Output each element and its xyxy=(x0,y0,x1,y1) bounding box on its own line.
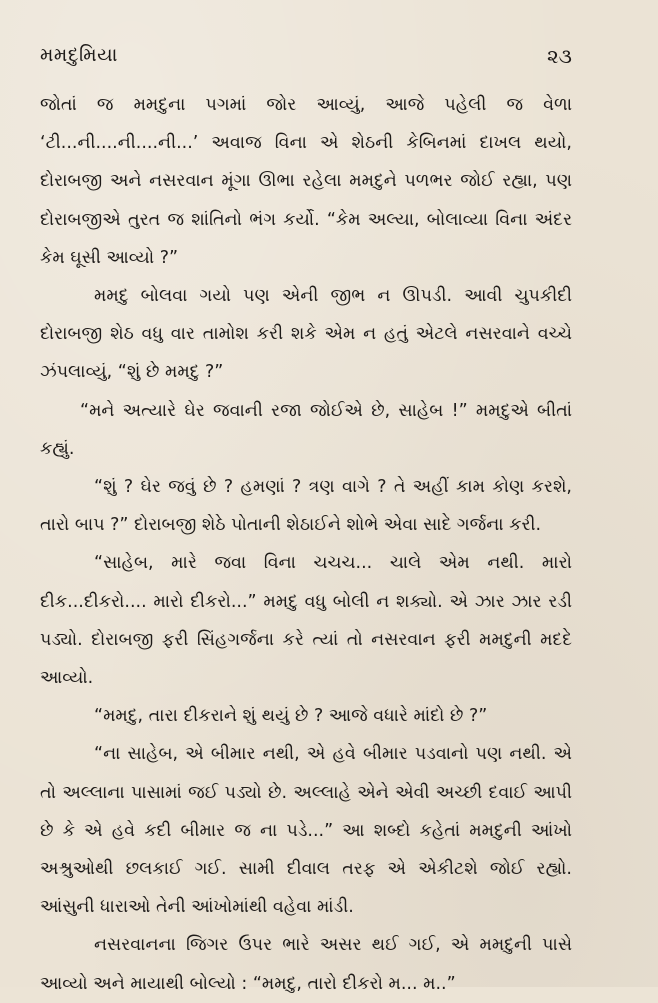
paragraph-4: “શું ? ઘેર જવું છે ? હમણાં ? ત્રણ વાગે ? તે અહીં કામ કોણ કરશે, તારો બાપ ?” દોરાબજી શેઠે પોતાની શેઠાઈને શોભે એવા સાદે ગર્જના કરી. xyxy=(40,477,572,536)
paragraph-2: મમદુ બોલવા ગયો પણ એની જીભ ન ઊપડી. આવી ચુપકીદી દોરાબજી શેઠ વધુ વાર તામોશ કરી શકે એમ ન હતું એટલે નસરવાને વચ્ચે ઝંપલાવ્યું, “શું છે મમદુ ?” xyxy=(40,286,572,383)
paragraph-5: “સાહેબ, મારે જવા વિના ચચચ... ચાલે એમ નથી. મારો દીક...દીકરો.... મારો દીકરો...” મમદુ વધુ બોલી ન શક્યો. એ ઝાર ઝાર રડી પડ્યો. દોરાબજી ફરી સિંહગર્જના કરે ત્યાં તો નસરવાન ફરી મમદુની મદદે આવ્યો. xyxy=(40,553,572,689)
running-head: મમદુમિયા xyxy=(40,44,118,66)
paragraph-3: “મને અત્યારે ઘેર જવાની રજા જોઈએ છે, સાહેબ !” મમદુએ બીતાં કહ્યું. xyxy=(40,400,572,459)
paragraph-1: જોતાં જ મમદુના પગમાં જોર આવ્યું, આજે પહેલી જ વેળા ‘ટી...ની....ની....ની...’ અવાજ વિના એ શેઠની કેબિનમાં દાખલ થયો, દોરાબજી અને નસરવાન મૂંગા ઊભા રહેલા મમદુને પળભર જોઈ રહ્યા, પણ દોરાબજીએ તુરત જ શાંતિનો ભંગ કર્યો. “કેમ અલ્યા, બોલાવ્યા વિના અંદર કેમ ઘૂસી આવ્યો ?” xyxy=(40,95,572,268)
paragraph-6: “મમદુ, તારા દીકરાને શું થયું છે ? આજે વધારે માંદો છે ?” xyxy=(94,706,488,727)
paragraph-8: નસરવાનના જિગર ઉપર ભારે અસર થઈ ગઈ, એ મમદુની પાસે આવ્યો અને માયાથી બોલ્યો : “મમદુ, તારો દીકરો મ... મ..” xyxy=(40,935,572,994)
page-header xyxy=(40,36,572,68)
body-text xyxy=(40,86,572,1003)
page-number: ૨૩ xyxy=(546,44,572,68)
paragraph-7: “ના સાહેબ, એ બીમાર નથી, એ હવે બીમાર પડવાનો પણ નથી. એ તો અલ્લાના પાસામાં જઈ પડ્યો છે. અલ્લાહે એને એવી અચ્છી દવાઈ આપી છે કે એ હવે કદી બીમાર જ ના પડે...” આ શબ્દો કહેતાં મમદુની આંખો અશ્રુઓથી છલકાઈ ગઈ. સામી દીવાલ તરફ એ એકીટશે જોઈ રહ્યો. આંસુની ધારાઓ તેની આંખોમાંથી વહેવા માંડી. xyxy=(40,744,572,918)
